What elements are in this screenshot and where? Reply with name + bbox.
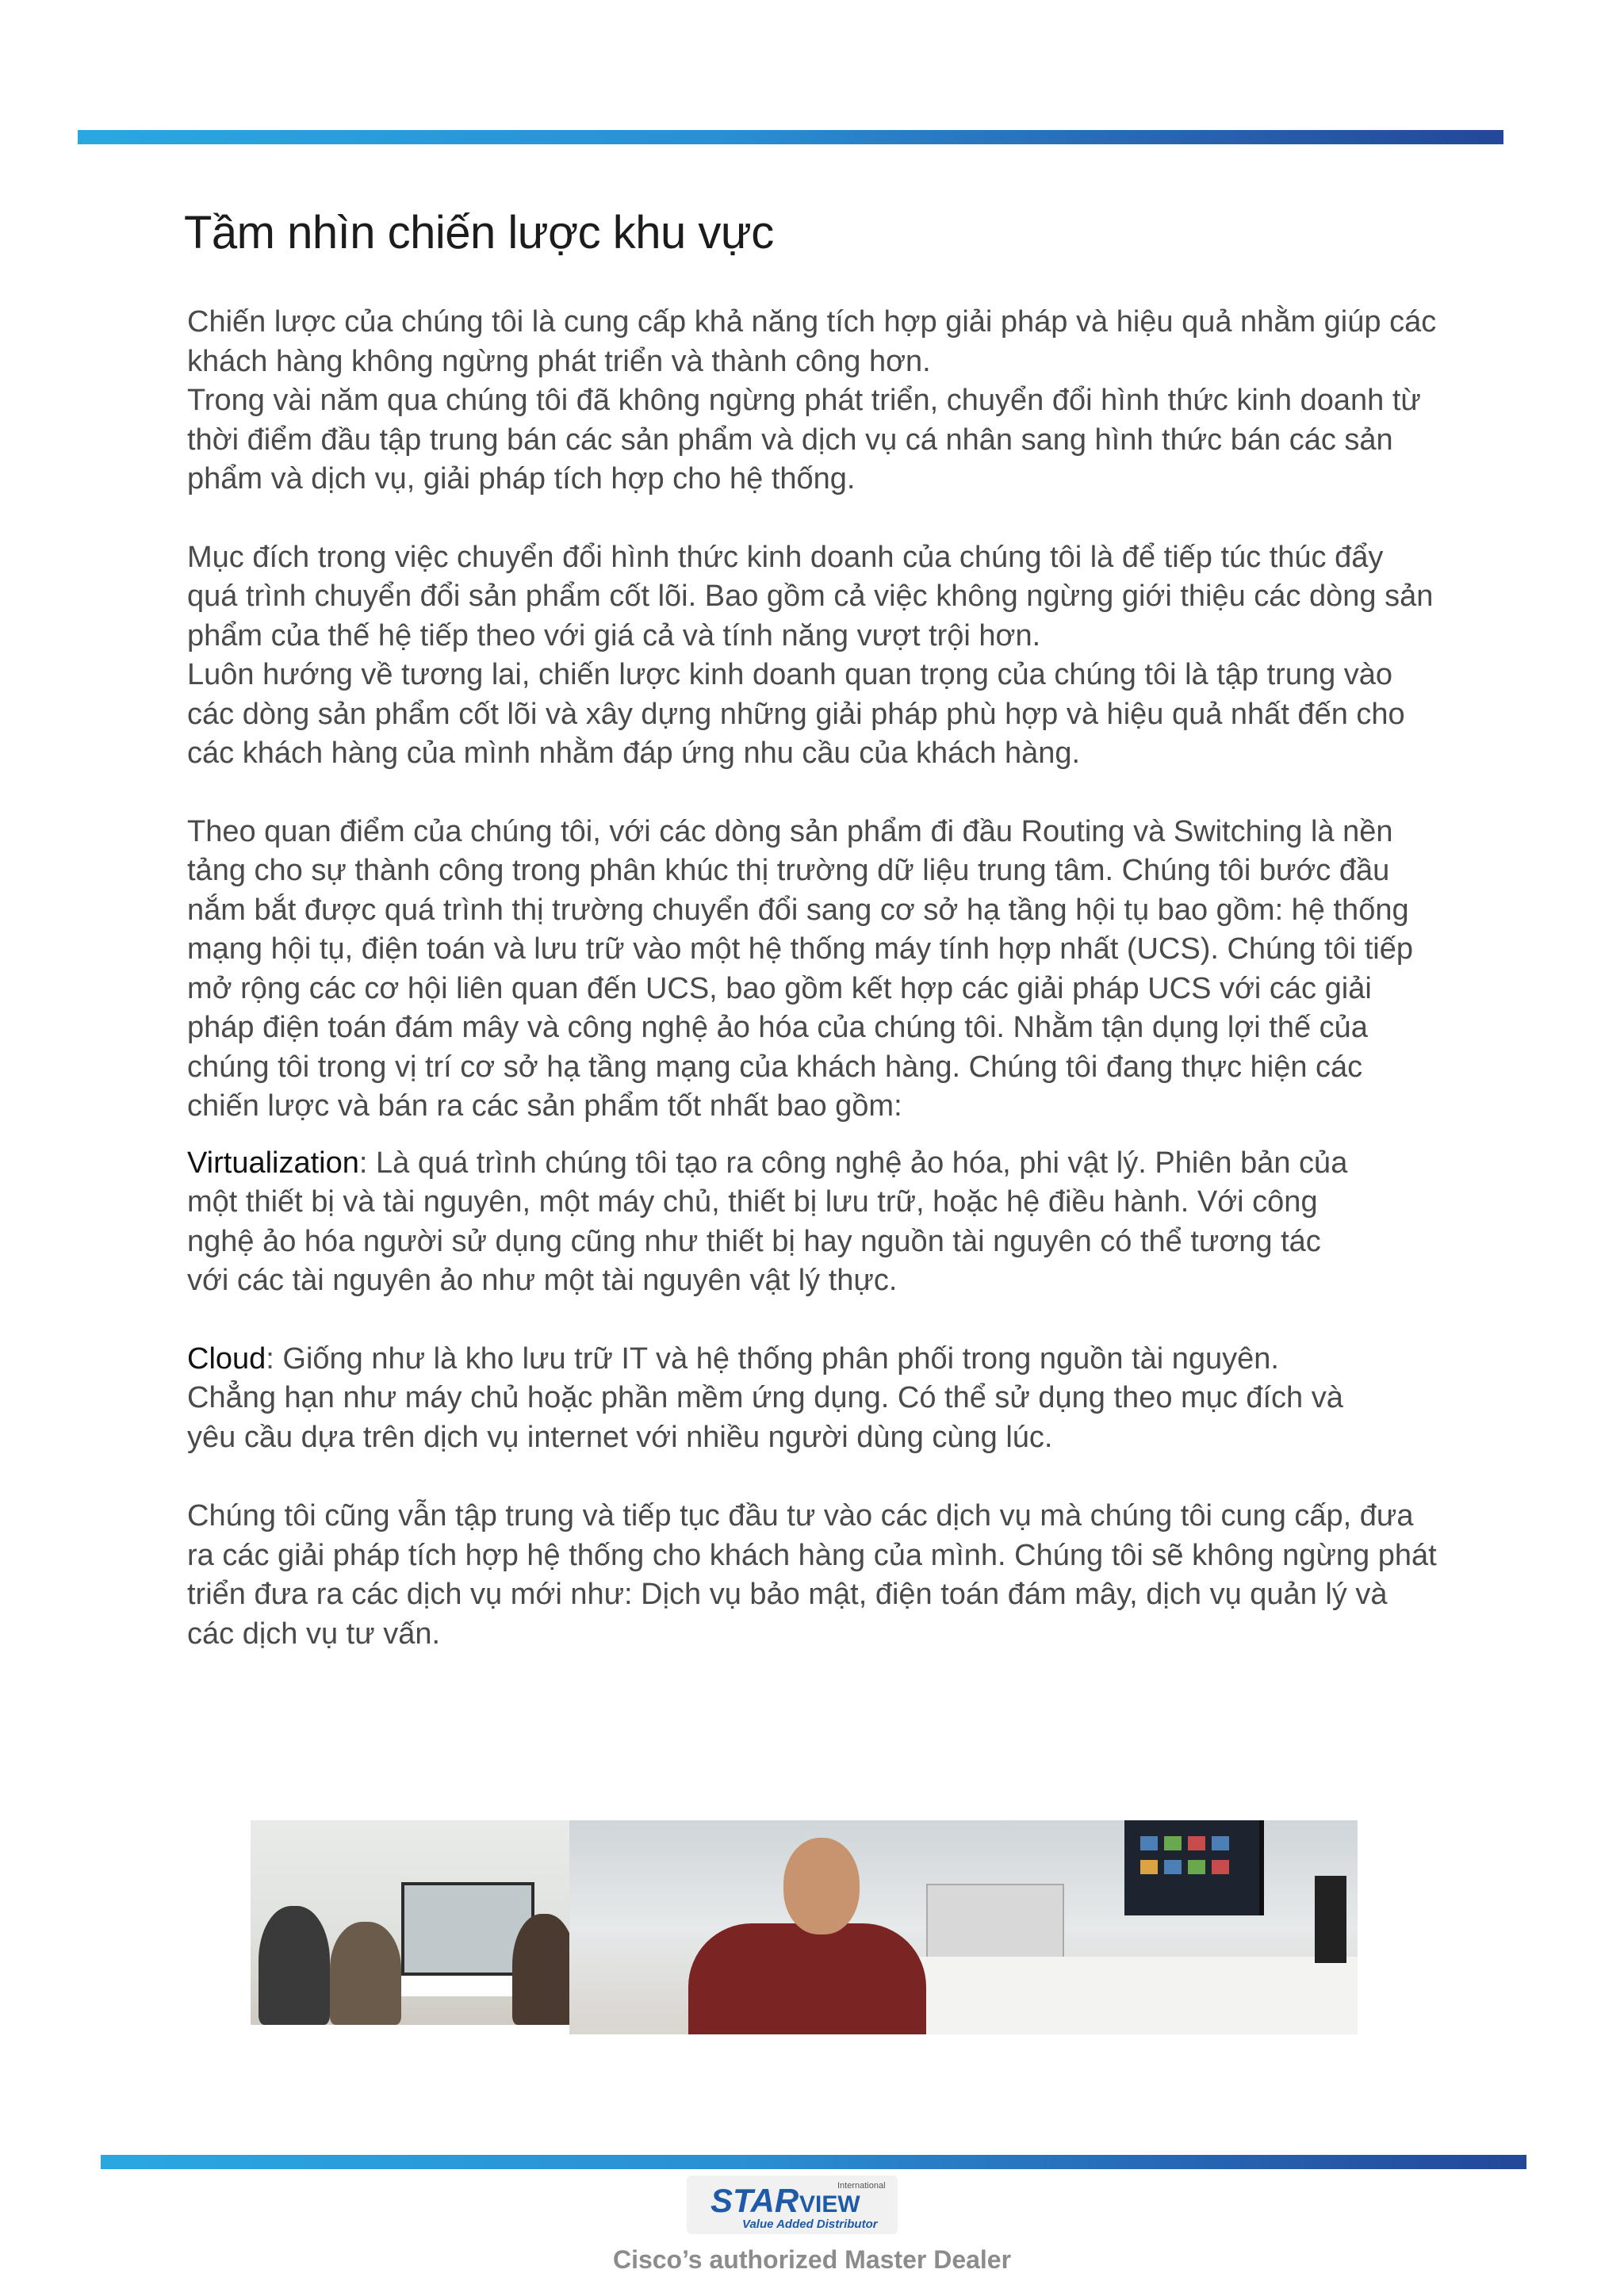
virtualization-term: Virtualization [187,1146,359,1180]
cloud-term: Cloud [187,1341,266,1376]
paragraph-purpose: Mục đích trong việc chuyển đổi hình thức kinh doanh của chúng tôi là để tiếp túc thúc đẩy quá trình chuyển đổi sản phẩm cốt lõi. Bao gồm cả việc không ngừng giới thiệu các dòng sản phẩm của thế hệ tiếp theo với giá cả và tính năng vượt trội hơn. [187,540,1434,652]
paragraph-services: Chúng tôi cũng vẫn tập trung và tiếp tục đầu tư vào các dịch vụ mà chúng tôi cung cấp, đưa ra các giải pháp tích hợp hệ thống cho khách hàng của mình. Chúng tôi sẽ không ngừng phát triển đưa ra các dịch vụ mới như: Dịch vụ bảo mật, điện toán đám mây, dịch vụ quản lý và các dịch vụ tư vấn. [187,1499,1437,1651]
paragraph-routing-switching: Theo quan điểm của chúng tôi, với các dòng sản phẩm đi đầu Routing và Switching là nền tảng cho sự thành công trong phân khúc thị trường dữ liệu trung tâm. Chúng tôi bước đầu nắm bắt được quá trình thị trường chuyển đổi sang cơ sở hạ tầng hội tụ bao gồm: hệ thống mạng hội tụ, điện toán và lưu trữ vào một hệ thống máy tính hợp nhất (UCS). Chúng tôi tiếp mở rộng các cơ hội liên quan đến UCS, bao gồm kết hợp các giải pháp UCS với các giải pháp điện toán đám mây và công nghệ ảo hóa của chúng tôi. Nhằm tận dụng lợi thế của chúng tôi trong vị trí cơ sở hạ tầng mạng của khách hàng. Chúng tôi đang thực hiện các chiến lược và bán ra các sản phẩm tốt nhất bao gồm: [187,814,1413,1123]
page-title: Tầm nhìn chiến lược khu vực [184,207,774,258]
paragraph-transformation: Trong vài năm qua chúng tôi đã không ngừng phát triển, chuyển đổi hình thức kinh doanh từ thời điểm đầu tập trung bán các sản phẩm và dịch vụ cá nhân sang hình thức bán các sản phẩm và dịch vụ, giải pháp tích hợp cho hệ thống. [187,384,1421,496]
logo-international-text: International [837,2181,886,2191]
top-accent-bar [78,130,1503,144]
man-head [783,1838,860,1934]
starview-logo [687,2175,898,2234]
bottom-accent-bar [101,2155,1526,2169]
video-conference-photo [251,1820,569,2025]
paragraph-strategy: Chiến lược của chúng tôi là cung cấp khả năng tích hợp giải pháp và hiệu quả nhằm giúp các khách hàng không ngừng phát triển và thành công hơn. [187,305,1437,378]
cloud-description: : Giống như là kho lưu trữ IT và hệ thống phân phối trong nguồn tài nguyên. Chẳng hạn như máy chủ hoặc phần mềm ứng dụng. Có thể sử dụng theo mục đích và yêu cầu dựa trên dịch vụ internet với nhiều người dùng cùng lúc. [187,1341,1343,1454]
document-body [187,303,1440,1654]
desk [871,1957,1358,2034]
paragraph-future: Luôn hướng về tương lai, chiến lược kinh doanh quan trọng của chúng tôi là tập trung vào các dòng sản phẩm cốt lõi và xây dựng những giải pháp phù hợp và hiệu quả nhất đến cho các khách hàng của mình nhằm đáp ứng nhu cầu của khách hàng. [187,658,1405,770]
speaker [1315,1876,1346,1963]
man-torso [688,1923,926,2034]
dealer-caption: Cisco’s authorized Master Dealer [612,2245,1012,2274]
logo-tagline: Value Added Distributor [742,2218,878,2231]
cloud-item [187,1340,1361,1458]
person-middle [330,1922,401,2025]
person-right [512,1914,569,2025]
person-left [259,1906,330,2025]
virtualization-description: : Là quá trình chúng tôi tạo ra công nghệ ảo hóa, phi vật lý. Phiên bản của một thiết bị và tài nguyên, một máy chủ, thiết bị lưu trữ, hoặc hệ điều hành. Với công nghệ ảo hóa người sử dụng cũng như thiết bị hay nguồn tài nguyên có thể tương tác với các tài nguyên ảo như một tài nguyên vật lý thực. [187,1146,1348,1297]
logo-star-text: STAR [710,2182,799,2219]
logo-view-text: VIEW [799,2191,860,2218]
office-headset-photo [569,1820,1358,2034]
virtualization-item [187,1144,1361,1301]
monitor [1124,1820,1264,1915]
photo-strip [251,1820,1358,2034]
